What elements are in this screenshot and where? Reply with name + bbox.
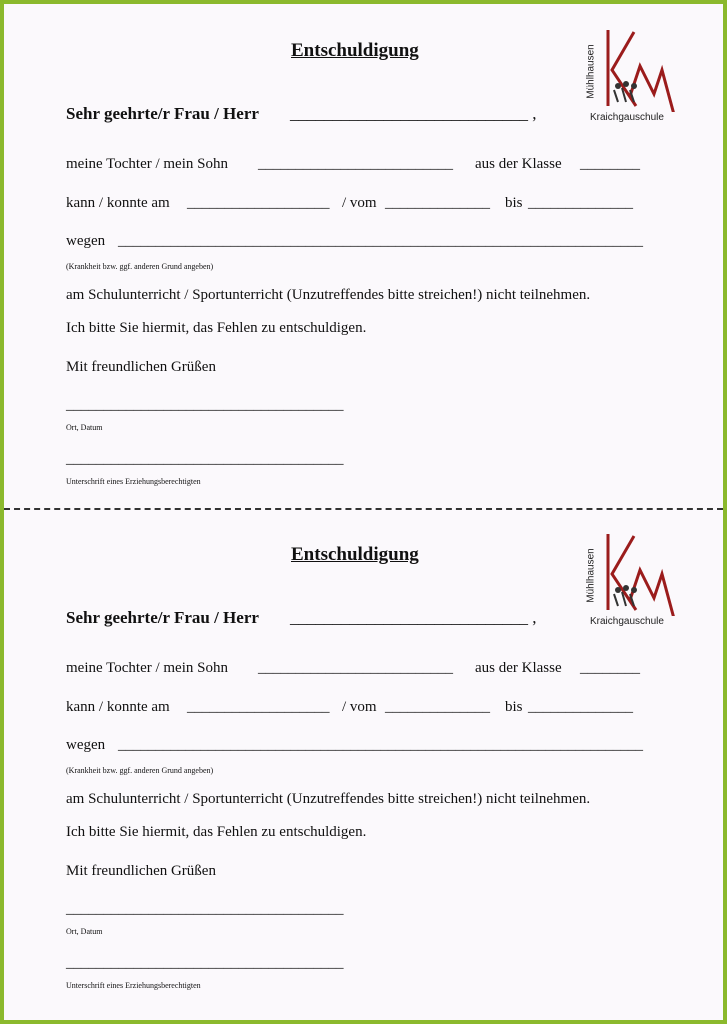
reason-field[interactable]: ______________________________________________________________________ <box>118 737 643 753</box>
date-field[interactable]: ___________________ <box>187 699 330 715</box>
logo-vertical-text: Mühlhausen <box>585 548 597 603</box>
paragraph-attendance: am Schulunterricht / Sportunterricht (Unzutreffendes bitte streichen!) nicht teilnehmen. <box>66 791 591 807</box>
greeting: Sehr geehrte/r Frau / Herr <box>66 104 259 123</box>
form-sheet-bottom <box>0 504 727 1008</box>
logo-school-name: Kraichgauschule <box>590 616 664 627</box>
reason-field[interactable]: ______________________________________________________________________ <box>118 233 643 249</box>
logo-vertical-text: Mühlhausen <box>585 44 597 99</box>
closing-text: Mit freundlichen Grüßen <box>66 863 216 879</box>
signature-caption: Unterschrift eines Erziehungsberechtigten <box>66 981 201 990</box>
signature-field[interactable]: _____________________________________ <box>66 955 344 971</box>
child-label: meine Tochter / mein Sohn <box>66 660 228 676</box>
place-date-field[interactable]: _____________________________________ <box>66 397 344 413</box>
place-date-caption: Ort, Datum <box>66 423 103 432</box>
from-date-field[interactable]: ______________ <box>385 699 490 715</box>
from-date-field[interactable]: ______________ <box>385 195 490 211</box>
paragraph-request: Ich bitte Sie hiermit, das Fehlen zu entschuldigen. <box>66 320 367 336</box>
to-date-field[interactable]: ______________ <box>528 699 633 715</box>
paragraph-attendance: am Schulunterricht / Sportunterricht (Unzutreffendes bitte streichen!) nicht teilnehmen. <box>66 287 591 303</box>
school-logo <box>584 26 682 128</box>
to-date-field[interactable]: ______________ <box>528 195 633 211</box>
closing-text: Mit freundlichen Grüßen <box>66 359 216 375</box>
place-date-field[interactable]: _____________________________________ <box>66 901 344 917</box>
from-label: / vom <box>342 699 377 715</box>
greeting: Sehr geehrte/r Frau / Herr <box>66 608 259 627</box>
form-title: Entschuldigung <box>291 40 419 61</box>
school-logo-mark <box>584 530 682 616</box>
class-field[interactable]: ________ <box>580 156 640 172</box>
reason-hint: (Krankheit bzw. ggf. anderen Grund angeben) <box>66 766 214 775</box>
date-label: kann / konnte am <box>66 195 170 211</box>
place-date-caption: Ort, Datum <box>66 927 103 936</box>
paragraph-request: Ich bitte Sie hiermit, das Fehlen zu entschuldigen. <box>66 824 367 840</box>
form-title: Entschuldigung <box>291 544 419 565</box>
logo-school-name: Kraichgauschule <box>590 112 664 123</box>
date-field[interactable]: ___________________ <box>187 195 330 211</box>
signature-caption: Unterschrift eines Erziehungsberechtigten <box>66 477 201 486</box>
signature-field[interactable]: _____________________________________ <box>66 451 344 467</box>
to-label: bis <box>505 195 523 211</box>
from-label: / vom <box>342 195 377 211</box>
child-name-field[interactable]: __________________________ <box>258 156 453 172</box>
reason-label: wegen <box>66 737 106 753</box>
school-logo-mark <box>584 26 682 112</box>
class-label: aus der Klasse <box>475 156 562 172</box>
recipient-field[interactable]: ____________________________ , <box>290 608 537 627</box>
class-label: aus der Klasse <box>475 660 562 676</box>
class-field[interactable]: ________ <box>580 660 640 676</box>
child-label: meine Tochter / mein Sohn <box>66 156 228 172</box>
school-logo <box>584 530 682 632</box>
to-label: bis <box>505 699 523 715</box>
reason-label: wegen <box>66 233 106 249</box>
reason-hint: (Krankheit bzw. ggf. anderen Grund angeben) <box>66 262 214 271</box>
recipient-field[interactable]: ____________________________ , <box>290 104 537 123</box>
date-label: kann / konnte am <box>66 699 170 715</box>
form-sheet-top <box>0 0 727 504</box>
child-name-field[interactable]: __________________________ <box>258 660 453 676</box>
